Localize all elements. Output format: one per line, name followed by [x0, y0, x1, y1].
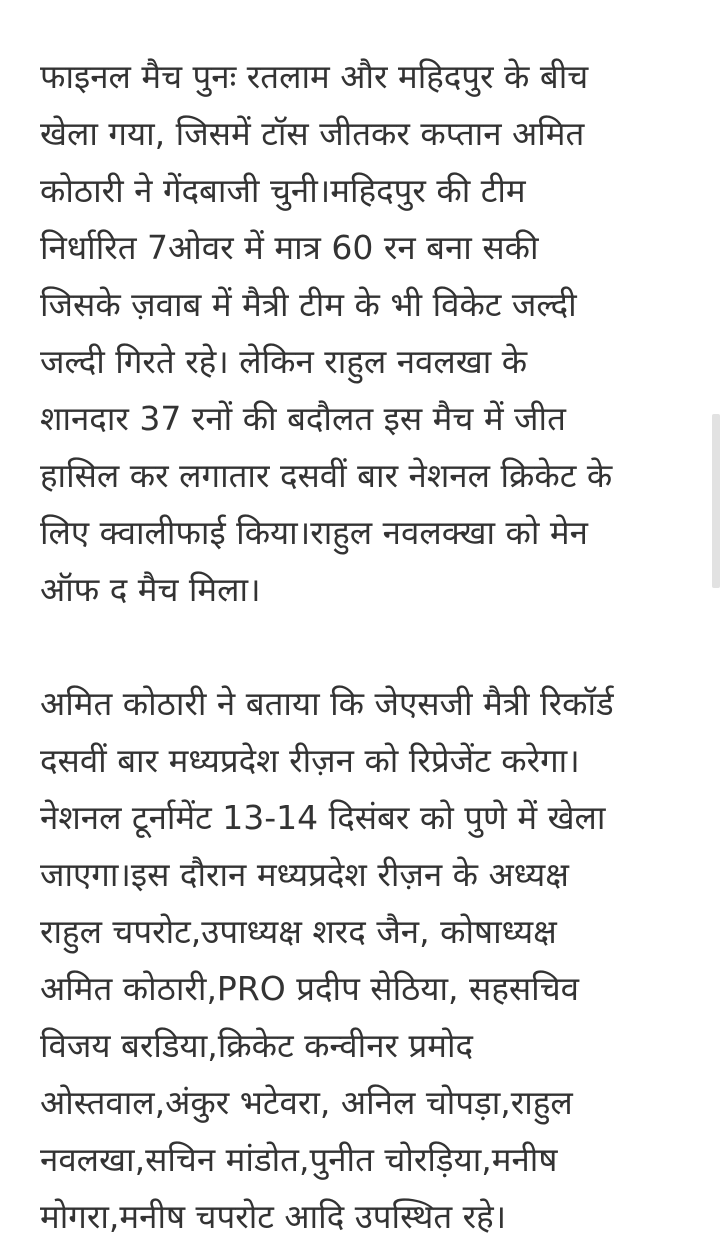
text-line: नवलखा,सचिन मांडोत,पुनीत चोरड़िया,मनीष [40, 1140, 558, 1179]
text-line: मोगरा,मनीष चपरोट आदि उपस्थित रहे। [40, 1197, 507, 1236]
text-line: खेला गया, जिसमें टॉस जीतकर कप्तान अमित [40, 114, 585, 153]
paragraph-2 [40, 675, 680, 1245]
text-line: शानदार 37 रनों की बदौलत इस मैच में जीत [40, 399, 566, 438]
scrollbar[interactable] [710, 0, 720, 1248]
text-line: ऑफ द मैच मिला। [40, 570, 261, 609]
text-line: अमित कोठारी ने बताया कि जेएसजी मैत्री रिकॉर्ड [40, 684, 614, 723]
text-line: जिसके ज़वाब में मैत्री टीम के भी विकेट जल्दी [40, 285, 577, 324]
text-line: हासिल कर लगातार दसवीं बार नेशनल क्रिकेट के [40, 456, 613, 495]
paragraph-spacer [40, 618, 680, 675]
scrollbar-thumb[interactable] [712, 414, 720, 588]
text-line: दसवीं बार मध्यप्रदेश रीज़न को रिप्रेजेंट करेगा। [40, 741, 580, 780]
text-line: जल्दी गिरते रहे। लेकिन राहुल नवलखा के [40, 342, 528, 381]
text-line: ओस्तवाल,अंकुर भटेवरा, अनिल चोपड़ा,राहुल [40, 1083, 573, 1122]
paragraph-1 [40, 48, 680, 618]
text-line: अमित कोठारी,PRO प्रदीप सेठिया, सहसचिव [40, 969, 579, 1008]
text-line: नेशनल टूर्नामेंट 13-14 दिसंबर को पुणे में खेला [40, 798, 606, 837]
text-line: जाएगा।इस दौरान मध्यप्रदेश रीज़न के अध्यक्ष [40, 855, 569, 894]
text-line: राहुल चपरोट,उपाध्यक्ष शरद जैन, कोषाध्यक्ष [40, 912, 557, 951]
text-line: कोठारी ने गेंदबाजी चुनी।महिदपुर की टीम [40, 171, 526, 210]
text-line: निर्धारित 7ओवर में मात्र 60 रन बना सकी [40, 228, 539, 267]
text-line: फाइनल मैच पुनः रतलाम और महिदपुर के बीच [40, 57, 589, 96]
text-line: लिए क्वालीफाई किया।राहुल नवलक्खा को मेन [40, 513, 588, 552]
text-line: विजय बरडिया,क्रिकेट कन्वीनर प्रमोद [40, 1026, 474, 1065]
article-body [40, 48, 680, 1245]
